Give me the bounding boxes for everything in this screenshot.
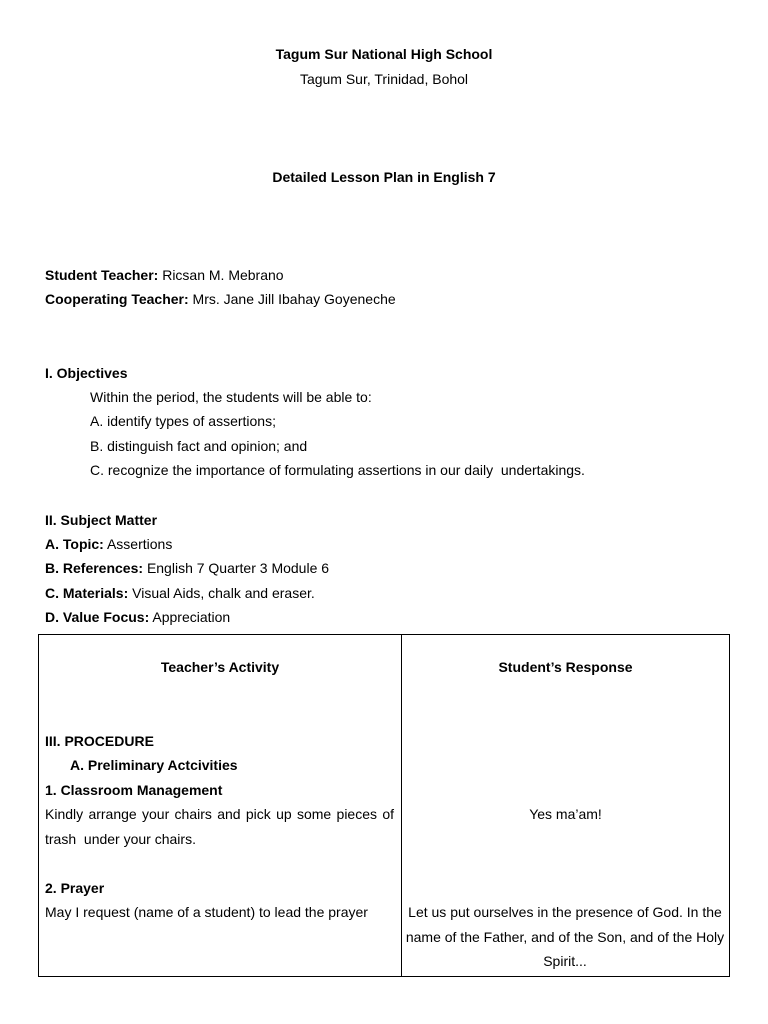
school-name: Tagum Sur National High School [275,46,493,62]
cooperating-teacher-label: Cooperating Teacher: [45,291,189,307]
procedure-table [38,634,730,977]
classroom-management-heading: 1. Classroom Management [45,782,223,798]
objectives-heading: I. Objectives [45,365,128,381]
subject-value-focus [45,609,230,625]
cooperating-teacher-line [45,291,396,307]
objective-item-a: A. identify types of assertions; [90,413,276,429]
subject-matter-heading: II. Subject Matter [45,512,158,528]
prayer-text: May I request (name of a student) to lead the prayer [45,904,368,920]
subject-references-label: B. References: [45,560,144,576]
student-teacher-name: Ricsan M. Mebrano [162,267,284,283]
objectives-intro: Within the period, the students will be able to: [90,389,372,405]
student-teacher-line [45,267,284,283]
student-response-header: Student’s Response [498,659,633,675]
classroom-management-response: Yes ma’am! [529,806,602,822]
subject-value-focus-label: D. Value Focus: [45,609,150,625]
subject-references-value: English 7 Quarter 3 Module 6 [146,560,330,576]
prayer-heading: 2. Prayer [45,880,105,896]
subject-references [45,560,329,576]
preliminary-heading: A. Preliminary Actcivities [70,757,238,773]
classroom-management-text: Kindly arrange your chairs and pick up some pieces of trash under your chairs. [45,806,398,847]
subject-materials-label: C. Materials: [45,585,129,601]
objective-item-c: C. recognize the importance of formulating assertions in our daily undertakings. [90,462,585,478]
subject-topic [45,536,172,552]
prayer-response: Let us put ourselves in the presence of God. In the name of the Father, and of the Son, and of the Holy Spirit... [405,904,725,969]
subject-materials-value: Visual Aids, chalk and eraser. [132,585,315,601]
subject-topic-label: A. Topic: [45,536,104,552]
student-teacher-label: Student Teacher: [45,267,159,283]
cooperating-teacher-name: Mrs. Jane Jill Ibahay Goyeneche [192,291,396,307]
subject-topic-value: Assertions [106,536,173,552]
procedure-heading: III. PROCEDURE [45,733,154,749]
objective-item-b: B. distinguish fact and opinion; and [90,438,308,454]
teacher-activity-header: Teacher’s Activity [160,659,280,675]
subject-value-focus-value: Appreciation [152,609,231,625]
school-address: Tagum Sur, Trinidad, Bohol [299,71,469,87]
document-title: Detailed Lesson Plan in English 7 [272,169,496,185]
subject-materials [45,585,315,601]
